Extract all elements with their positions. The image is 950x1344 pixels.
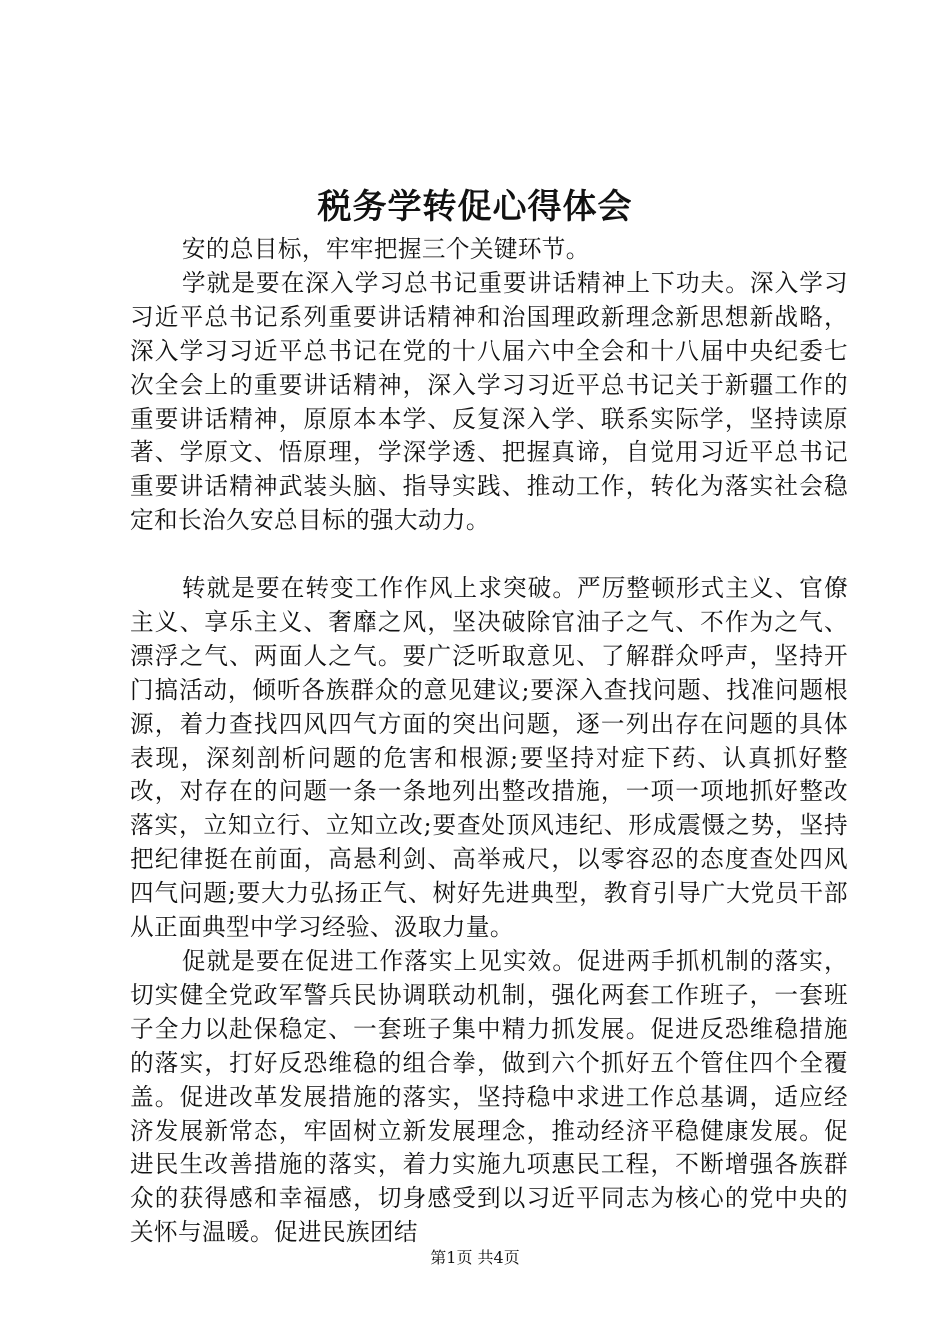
paragraph-intro: 安的总目标，牢牢把握三个关键环节。 xyxy=(181,235,590,263)
page-number: 第1页 共4页 xyxy=(430,1248,520,1267)
paragraph-study: 学就是要在深入学习总书记重要讲话精神上下功夫。深入学习习近平总书记系列重要讲话精神和治国理政新理念新思想新战略，深入学习习近平总书记在党的十八届六中全会和十八届中央纪委七次全会上的重要讲话精神，深入学习习近平总书记关于新疆工作的重要讲话精神，原原本本学、反复深入学、联系实际学，坚持读原著、学原文、悟原理，学深学透、把握真谛，自觉用习近平总书记重要讲话精神武装头脑、指导实践、推动工作，转化为落实社会稳定和长治久安总目标的强大动力。 xyxy=(130,268,848,535)
document-body xyxy=(130,233,848,1250)
document-title: 税务学转促心得体会 xyxy=(317,187,633,227)
paragraph-transform: 转就是要在转变工作作风上求突破。严厉整顿形式主义、官僚主义、享乐主义、奢靡之风，坚决破除官油子之气、不作为之气、漂浮之气、两面人之气。要广泛听取意见、了解群众呼声，坚持开门搞活动，倾听各族群众的意见建议;要深入查找问题、找准问题根源，着力查找四风四气方面的突出问题，逐一列出存在问题的具体表现，深刻剖析问题的危害和根源;要坚持对症下药、认真抓好整改，对存在的问题一条一条地列出整改措施，一项一项地抓好整改落实，立知立行、立知立改;要查处顶风违纪、形成震慑之势，坚持把纪律挺在前面，高悬利剑、高举戒尺，以零容忍的态度查处四风四气问题;要大力弘扬正气、树好先进典型，教育引导广大党员干部从正面典型中学习经验、汲取力量。 xyxy=(130,574,848,942)
paragraph-promote: 促就是要在促进工作落实上见实效。促进两手抓机制的落实，切实健全党政军警兵民协调联动机制，强化两套工作班子，一套班子全力以赴保稳定、一套班子集中精力抓发展。促进反恐维稳措施的落实，打好反恐维稳的组合拳，做到六个抓好五个管住四个全覆盖。促进改革发展措施的落实，坚持稳中求进工作总基调，适应经济发展新常态，牢固树立新发展理念，推动经济平稳健康发展。促进民生改善措施的落实，着力实施九项惠民工程，不断增强各族群众的获得感和幸福感，切身感受到以习近平同志为核心的党中央的关怀与温暖。促进民族团结 xyxy=(130,947,848,1247)
